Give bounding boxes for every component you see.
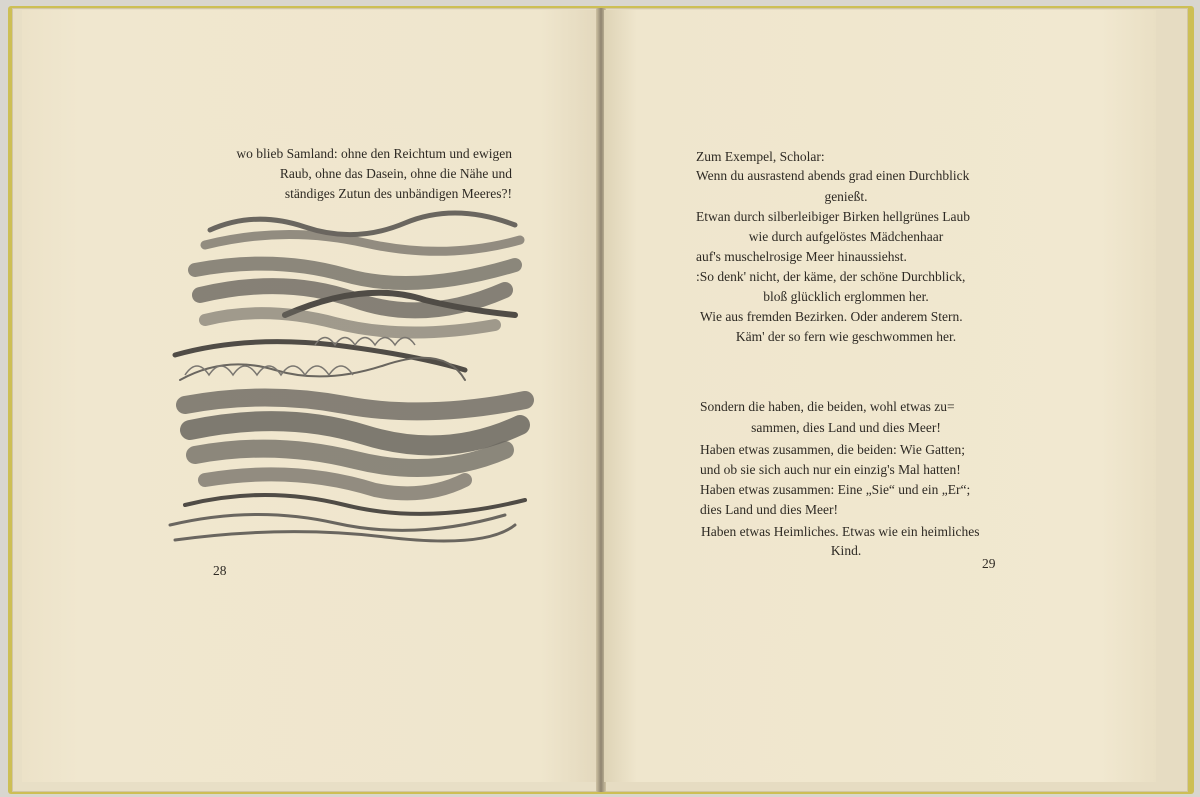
text-line: Raub, ohne das Dasein, ohne die Nähe und	[279, 166, 512, 181]
text-line: Haben etwas Heimliches. Etwas wie ein heimliches	[701, 524, 980, 539]
text-line: Zum Exempel, Scholar:	[696, 149, 825, 164]
text-line: Käm' der so fern wie geschwommen her.	[735, 329, 957, 344]
text-line: ständiges Zutun des unbändigen Meeres?!	[284, 186, 512, 201]
wave-illustration	[165, 205, 535, 550]
text-line: auf's muschelrosige Meer hinaussiehst.	[696, 249, 907, 264]
text-line: Wie aus fremden Bezirken. Oder anderem Stern.	[700, 309, 963, 324]
text-line: dies Land und dies Meer!	[700, 502, 838, 517]
text-line: Sondern die haben, die beiden, wohl etwas zu=	[700, 399, 955, 414]
text-line: und ob sie sich auch nur ein einzig's Mal hatten!	[700, 462, 961, 477]
text-line: :So denk' nicht, der käme, der schöne Durchblick,	[696, 269, 966, 284]
page-number: 28	[213, 563, 227, 578]
text-line: bloß glücklich erglommen her.	[763, 289, 929, 304]
text-line: Wenn du ausrastend abends grad einen Durchblick	[696, 168, 970, 183]
text-line: Haben etwas zusammen, die beiden: Wie Gatten;	[700, 442, 965, 457]
text-line: Kind.	[830, 543, 862, 558]
text-line: sammen, dies Land und dies Meer!	[751, 420, 941, 435]
right-page	[604, 10, 1156, 782]
text-line: genießt.	[824, 189, 868, 204]
text-line: wo blieb Samland: ohne den Reichtum und ewigen	[236, 146, 512, 161]
page-number: 29	[982, 556, 996, 571]
text-line: Etwan durch silberleibiger Birken hellgrünes Laub	[696, 209, 971, 224]
text-line: Haben etwas zusammen: Eine „Sie“ und ein „Er“;	[700, 482, 971, 497]
text-line: wie durch aufgelöstes Mädchenhaar	[748, 229, 944, 244]
